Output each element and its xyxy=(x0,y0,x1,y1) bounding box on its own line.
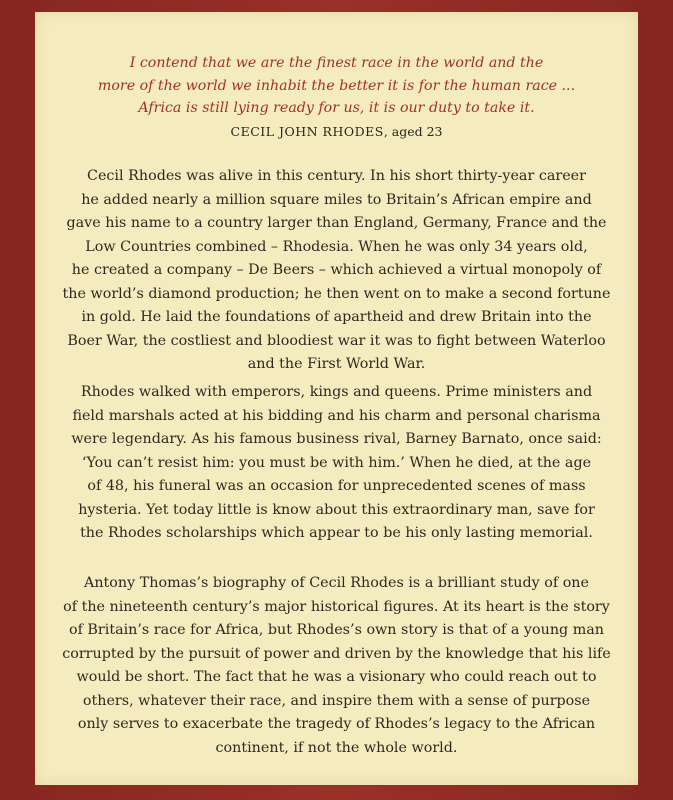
paragraph-line: others, whatever their race, and inspire them with a sense of purpose xyxy=(82,692,591,709)
paragraph-line: Rhodes walked with emperors, kings and queens. Prime ministers and xyxy=(80,384,593,400)
blurb-paragraph-2 xyxy=(35,381,638,546)
epigraph-attribution xyxy=(35,123,638,141)
text-panel xyxy=(35,12,638,785)
paragraph-line: Cecil Rhodes was alive in this century. In his short thirty-year career xyxy=(87,168,586,184)
paragraph-line: the world’s diamond production; he then went on to make a second fortune xyxy=(62,285,611,302)
blurb-paragraph-1 xyxy=(35,165,638,377)
paragraph-line: Low Countries combined – Rhodesia. When he was only 34 years old, xyxy=(85,238,588,255)
epigraph-line: Africa is still lying ready for us, it is our duty to take it. xyxy=(138,100,535,116)
blurb-paragraph-3 xyxy=(35,572,638,760)
paragraph-line: he added nearly a million square miles to Britain’s African empire and xyxy=(81,191,592,208)
paragraph-line: Boer War, the costliest and bloodiest war it was to fight between Waterloo xyxy=(67,332,606,349)
epigraph-line: more of the world we inhabit the better it is for the human race ... xyxy=(97,77,576,94)
paragraph-line: continent, if not the whole world. xyxy=(215,739,458,756)
paragraph-line: he created a company – De Beers – which achieved a virtual monopoly of xyxy=(71,262,602,278)
paragraph-line: the Rhodes scholarships which appear to be his only lasting memorial. xyxy=(80,525,593,541)
epigraph-line: I contend that we are the finest race in the world and the xyxy=(129,55,544,71)
paragraph-line: Antony Thomas’s biography of Cecil Rhodes is a brilliant study of one xyxy=(84,575,589,591)
paragraph-line: field marshals acted at his bidding and his charm and personal charisma xyxy=(72,407,601,424)
epigraph-quote xyxy=(35,52,638,120)
paragraph-line: in gold. He laid the foundations of apartheid and drew Britain into the xyxy=(81,309,592,325)
paragraph-line: only serves to exacerbate the tragedy of Rhodes’s legacy to the African xyxy=(77,716,596,732)
paragraph-line: hysteria. Yet today little is know about this extraordinary man, save for xyxy=(78,501,595,518)
paragraph-line: ‘You can’t resist him: you must be with him.’ When he died, at the age xyxy=(81,454,592,471)
paragraph-line: of the nineteenth century’s major historical figures. At its heart is the story xyxy=(63,598,610,615)
paragraph-line: were legendary. As his famous business rival, Barney Barnato, once said: xyxy=(71,431,602,447)
paragraph-line: gave his name to a country larger than England, Germany, France and the xyxy=(66,215,607,231)
paragraph-line: of Britain’s race for Africa, but Rhodes’s own story is that of a young man xyxy=(68,622,605,638)
paragraph-line: would be short. The fact that he was a visionary who could reach out to xyxy=(76,669,597,685)
paragraph-line: and the First World War. xyxy=(247,356,426,372)
attribution-age: , aged 23 xyxy=(383,124,443,139)
attribution-author: CECIL JOHN RHODES xyxy=(230,124,384,139)
paragraph-line: of 48, his funeral was an occasion for unprecedented scenes of mass xyxy=(87,478,586,494)
paragraph-line: corrupted by the pursuit of power and driven by the knowledge that his life xyxy=(62,645,611,662)
